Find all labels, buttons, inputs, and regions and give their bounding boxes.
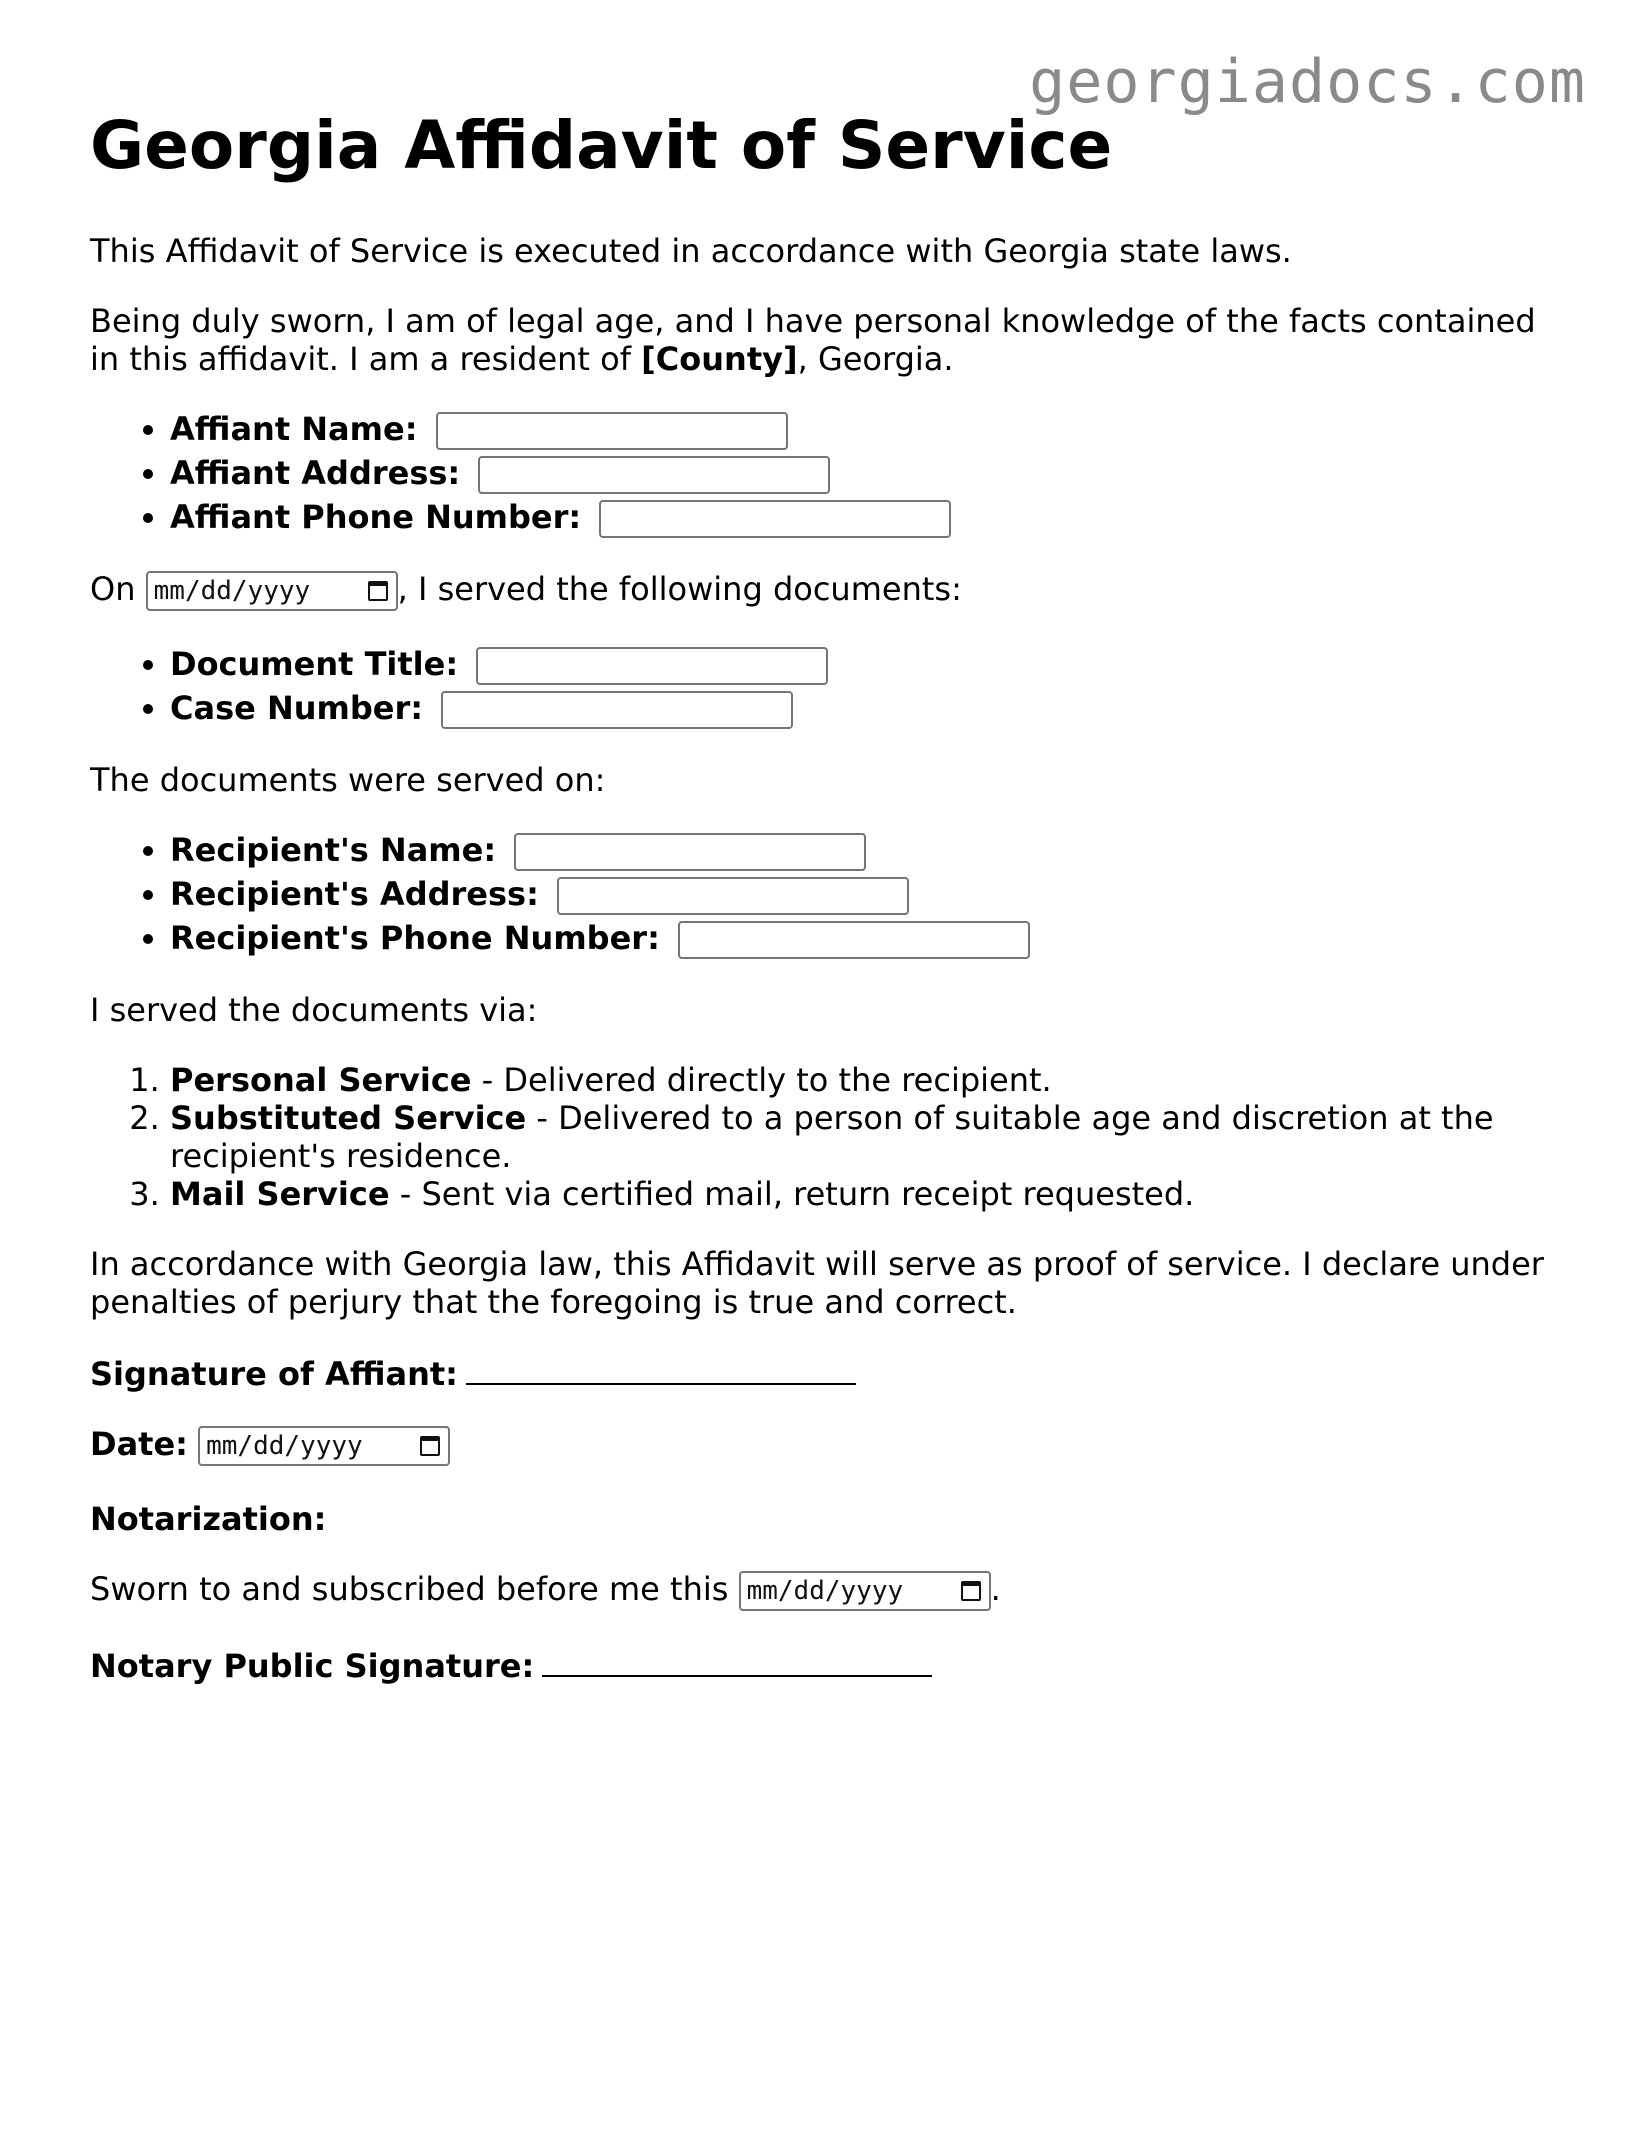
notarization-label: Notarization: bbox=[90, 1500, 327, 1538]
list-item bbox=[170, 831, 1570, 871]
list-item bbox=[170, 410, 1570, 450]
method-substituted-desc: - Delivered to a person of suitable age and discretion at the recipient's residence. bbox=[170, 1099, 1494, 1175]
sworn-suffix: . bbox=[990, 1570, 1001, 1608]
calendar-icon[interactable] bbox=[368, 581, 388, 601]
method-personal-name: Personal Service bbox=[170, 1061, 472, 1099]
notarization-heading bbox=[90, 1500, 1570, 1538]
method-personal-desc: - Delivered directly to the recipient. bbox=[471, 1061, 1052, 1099]
service-date-input[interactable] bbox=[146, 571, 398, 611]
served-on-paragraph bbox=[90, 570, 1570, 611]
affiant-name-label: Affiant Name: bbox=[170, 410, 418, 448]
document-title-input[interactable] bbox=[476, 647, 828, 685]
served-on-suffix: , I served the following documents: bbox=[397, 570, 962, 608]
list-item bbox=[170, 1175, 1570, 1213]
list-item bbox=[170, 645, 1570, 685]
list-item bbox=[170, 454, 1570, 494]
date-row bbox=[90, 1425, 1570, 1466]
oath-text-after: , Georgia. bbox=[797, 340, 954, 378]
watermark: georgiadocs.com bbox=[1029, 47, 1586, 117]
affiant-address-label: Affiant Address: bbox=[170, 454, 461, 492]
notary-signature-line[interactable] bbox=[542, 1645, 932, 1677]
case-number-input[interactable] bbox=[441, 691, 793, 729]
recipient-address-label: Recipient's Address: bbox=[170, 875, 539, 913]
sworn-row bbox=[90, 1570, 1570, 1611]
sworn-prefix: Sworn to and subscribed before me this bbox=[90, 1570, 729, 1608]
notary-date-placeholder: mm/dd/yyyy bbox=[746, 1576, 904, 1606]
recipient-name-label: Recipient's Name: bbox=[170, 831, 497, 869]
calendar-icon[interactable] bbox=[420, 1436, 440, 1456]
method-mail-desc: - Sent via certified mail, return receipt requested. bbox=[389, 1175, 1195, 1213]
service-date-placeholder: mm/dd/yyyy bbox=[153, 576, 311, 606]
recipient-phone-input[interactable] bbox=[678, 921, 1030, 959]
oath-text-before: Being duly sworn, I am of legal age, and I have personal knowledge of the facts contained in this affidavit. I am a resident of bbox=[90, 302, 1536, 378]
list-item bbox=[170, 1061, 1570, 1099]
affiant-fields-list bbox=[90, 410, 1570, 538]
methods-intro: I served the documents via: bbox=[90, 991, 538, 1029]
list-item bbox=[170, 1099, 1570, 1175]
notary-signature-label: Notary Public Signature: bbox=[90, 1647, 535, 1685]
date-label: Date: bbox=[90, 1425, 188, 1463]
signature-date-placeholder: mm/dd/yyyy bbox=[206, 1431, 363, 1461]
list-item bbox=[170, 498, 1570, 538]
recipient-fields-list bbox=[90, 831, 1570, 959]
service-methods-list bbox=[90, 1061, 1570, 1213]
document-body bbox=[90, 232, 1570, 1717]
document-title-label: Document Title: bbox=[170, 645, 459, 683]
list-item bbox=[170, 919, 1570, 959]
method-substituted-name: Substituted Service bbox=[170, 1099, 527, 1137]
list-item bbox=[170, 689, 1570, 729]
list-item bbox=[170, 875, 1570, 915]
affiant-signature-row bbox=[90, 1353, 1570, 1393]
document-fields-list bbox=[90, 645, 1570, 729]
affiant-signature-line[interactable] bbox=[466, 1353, 856, 1385]
affiant-name-input[interactable] bbox=[436, 412, 788, 450]
notary-date-input[interactable] bbox=[739, 1571, 991, 1611]
recipient-intro: The documents were served on: bbox=[90, 761, 606, 799]
recipient-name-input[interactable] bbox=[514, 833, 866, 871]
signature-date-input[interactable] bbox=[198, 1426, 450, 1466]
declaration-paragraph: In accordance with Georgia law, this Affidavit will serve as proof of service. I declare under penalties of perjury that the foregoing is true and correct. bbox=[90, 1245, 1544, 1321]
affiant-phone-label: Affiant Phone Number: bbox=[170, 498, 582, 536]
signature-label: Signature of Affiant: bbox=[90, 1355, 458, 1393]
county-placeholder: [County] bbox=[641, 340, 798, 378]
calendar-icon[interactable] bbox=[961, 1581, 981, 1601]
recipient-address-input[interactable] bbox=[557, 877, 909, 915]
intro-paragraph: This Affidavit of Service is executed in accordance with Georgia state laws. bbox=[90, 232, 1292, 270]
notary-signature-row bbox=[90, 1645, 1570, 1685]
served-on-prefix: On bbox=[90, 570, 136, 608]
method-mail-name: Mail Service bbox=[170, 1175, 390, 1213]
oath-paragraph bbox=[90, 302, 1570, 378]
affiant-address-input[interactable] bbox=[478, 456, 830, 494]
case-number-label: Case Number: bbox=[170, 689, 424, 727]
affiant-phone-input[interactable] bbox=[599, 500, 951, 538]
recipient-phone-label: Recipient's Phone Number: bbox=[170, 919, 660, 957]
page-title: Georgia Affidavit of Service bbox=[90, 107, 1113, 184]
